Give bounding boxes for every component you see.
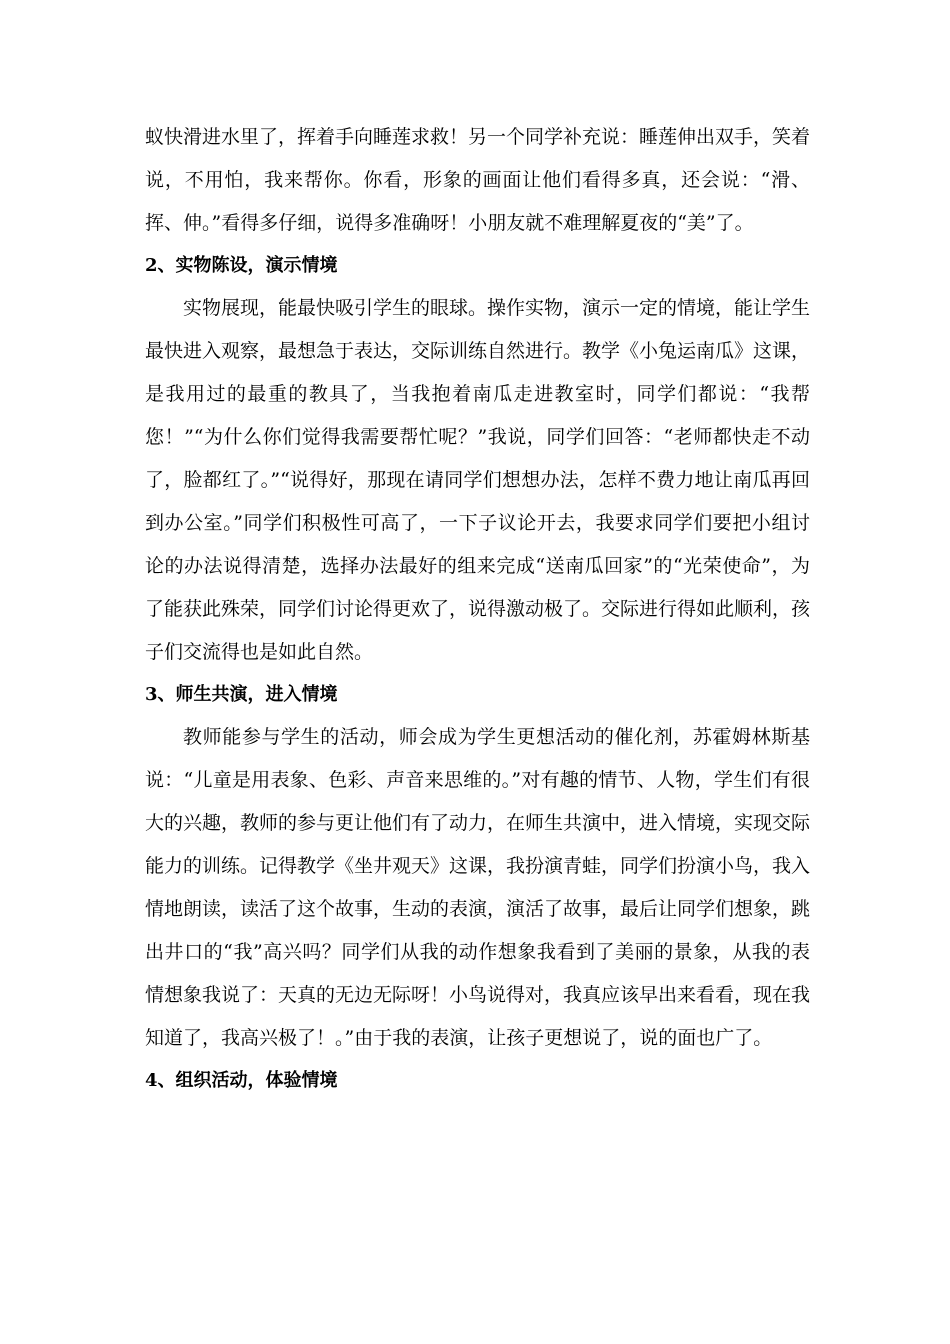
section-heading-3: 3、师生共演，进入情境 xyxy=(145,684,338,705)
section-heading-2: 2、实物陈设，演示情境 xyxy=(145,255,338,276)
paragraph-teacher-student-play: 教师能参与学生的活动，师会成为学生更想活动的催化剂，苏霍姆林斯基说：“儿童是用表象、色彩、声音来思维的。”对有趣的情节、人物，学生们有很大的兴趣，教师的参与更让他们有了动力，在师生共演中，进入情境，实现交际能力的训练。记得教学《坐井观天》这课，我扮演青蛙，同学们扮演小鸟，我入情地朗读，读活了这个故事，生动的表演，演活了故事，最后让同学们想象，跳出井口的“我”高兴吗？同学们从我的动作想象我看到了美丽的景象，从我的表情想象我说了：天真的无边无际呀！小鸟说得对，我真应该早出来看看，现在我知道了，我高兴极了！。”由于我的表演，让孩子更想说了，说的面也广了。 xyxy=(145,726,811,1049)
section-heading-4: 4、组织活动，体验情境 xyxy=(145,1070,338,1091)
paragraph-continued: 蚁快滑进水里了，挥着手向睡莲求救！另一个同学补充说：睡莲伸出双手，笑着说，不用怕，我来帮你。你看，形象的画面让他们看得多真，还会说：“滑、挥、伸。”看得多仔细，说得多准确呀！小朋友就不难理解夏夜的“美”了。 xyxy=(145,126,811,234)
paragraph-physical-display: 实物展现，能最快吸引学生的眼球。操作实物，演示一定的情境，能让学生最快进入观察，最想急于表达，交际训练自然进行。教学《小兔运南瓜》这课，是我用过的最重的教具了，当我抱着南瓜走进教室时，同学们都说：“我帮您！”“为什么你们觉得我需要帮忙呢？”我说，同学们回答：“老师都快走不动了，脸都红了。”“说得好，那现在请同学们想想办法，怎样不费力地让南瓜再回到办公室。”同学们积极性可高了，一下子议论开去，我要求同学们要把小组讨论的办法说得清楚，选择办法最好的组来完成“送南瓜回家”的“光荣使命”，为了能获此殊荣，同学们讨论得更欢了，说得激动极了。交际进行得如此顺利，孩子们交流得也是如此自然。 xyxy=(145,297,811,663)
